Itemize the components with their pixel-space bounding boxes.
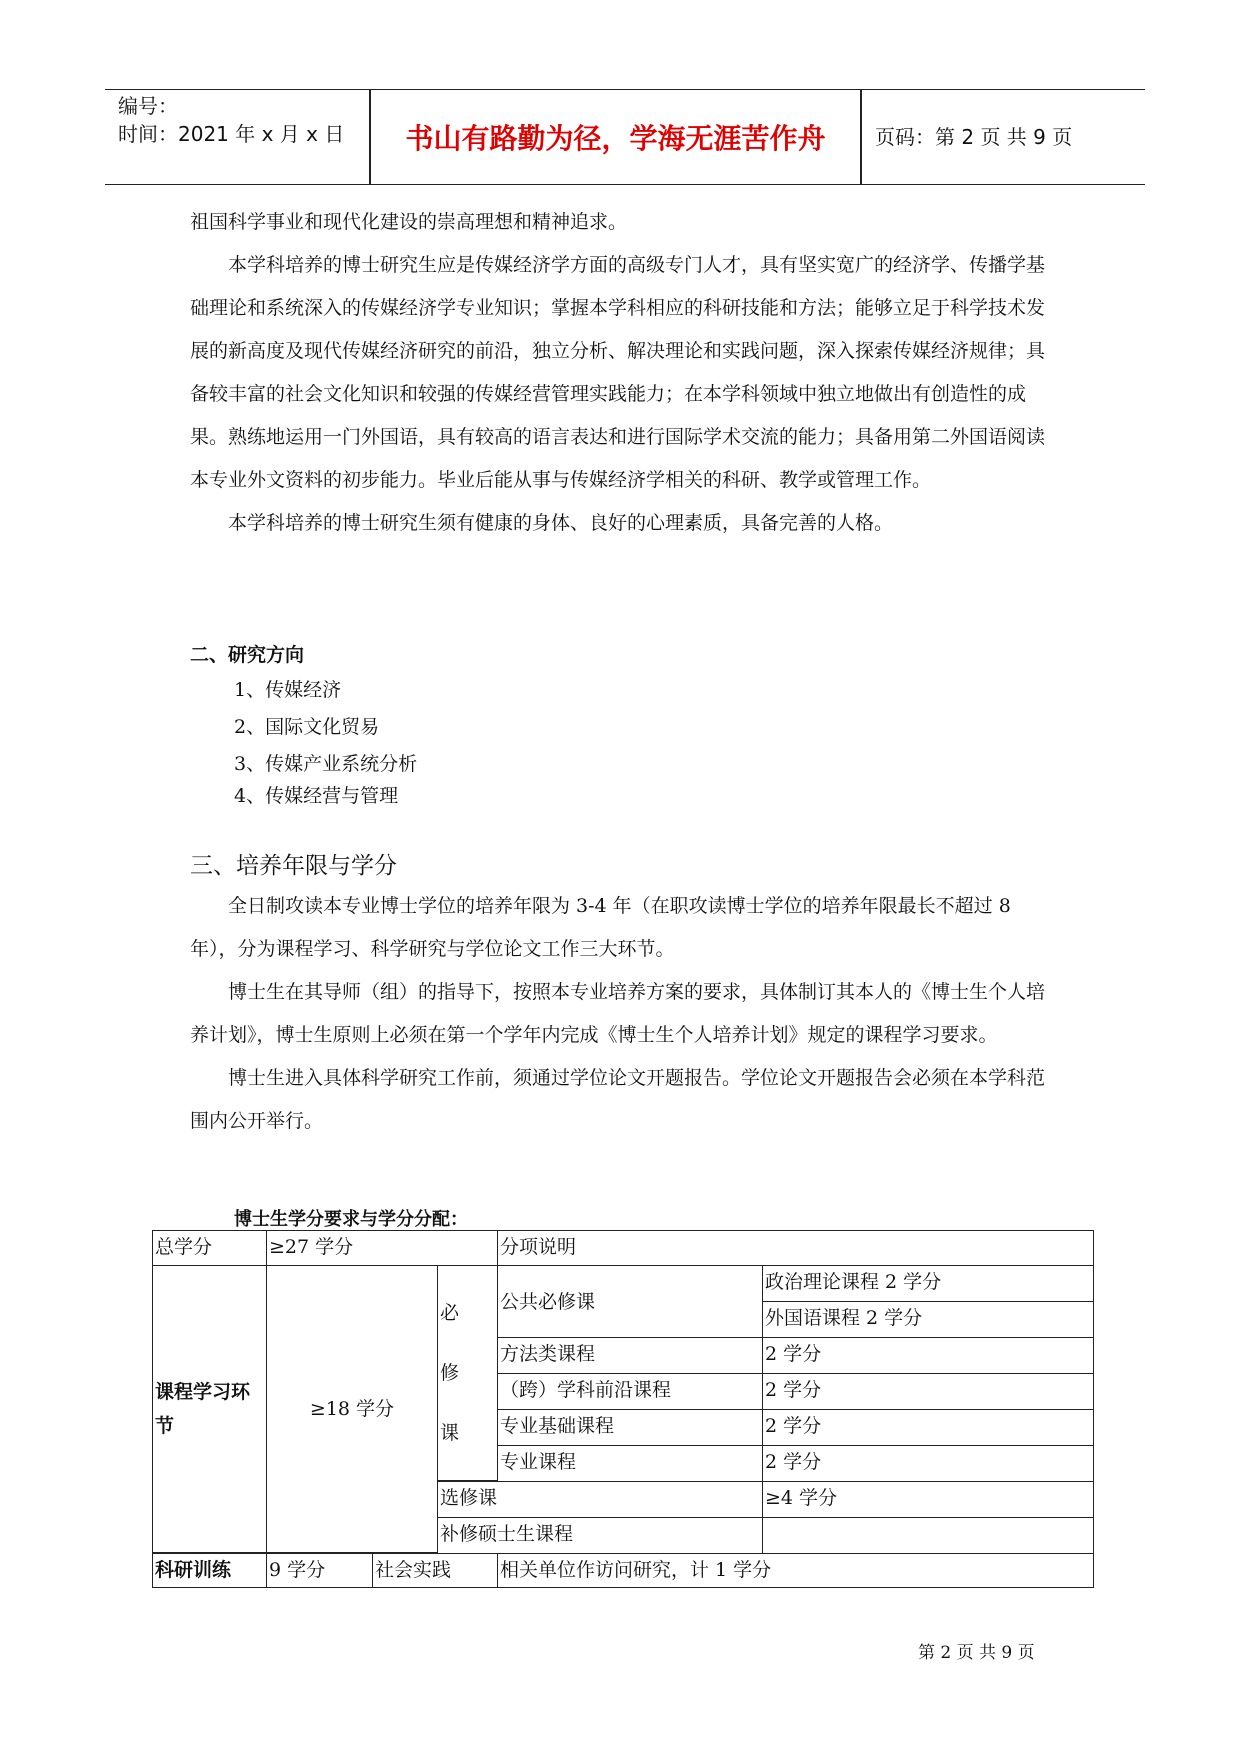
table-cell: 总学分 <box>152 1230 267 1266</box>
table-cell <box>437 1265 498 1481</box>
header-page-number: 页码：第 2 页 共 9 页 <box>875 125 1073 149</box>
header-meta <box>118 92 368 148</box>
credit-table <box>152 1230 1094 1588</box>
table-cell: 方法类课程 <box>497 1337 763 1374</box>
paragraph: 博士生进入具体科学研究工作前，须通过学位论文开题报告。学位论文开题报告会必须在本学科范围内公开举行。 <box>190 1067 1046 1132</box>
table-title: 博士生学分要求与学分分配： <box>234 1209 468 1230</box>
header-number: 编号： <box>118 94 178 118</box>
paragraph: 本学科培养的博士研究生应是传媒经济学方面的高级专门人才，具有坚实宽广的经济学、传播学基础理论和系统深入的传媒经济学专业知识；掌握本学科相应的科研技能和方法；能够立足于科学技术发展的新高度及现代传媒经济研究的前沿，独立分析、解决理论和实践问题，深入探索传媒经济规律；具备较丰富的社会文化知识和较强的传媒经营管理实践能力；在本学科领域中独立地做出有创造性的成果。熟练地运用一门外国语，具有较高的语言表达和进行国际学术交流的能力；具备用第二外国语阅读本专业外文资料的初步能力。毕业后能从事与传媒经济学相关的科研、教学或管理工作。 <box>190 254 1046 491</box>
table-cell: 科研训练 <box>152 1553 267 1588</box>
paragraph: 本学科培养的博士研究生须有健康的身体、良好的心理素质，具备完善的人格。 <box>228 512 894 534</box>
table-cell: 外国语课程 2 学分 <box>762 1301 1094 1338</box>
paragraph: 全日制攻读本专业博士学位的培养年限为 3-4 年（在职攻读博士学位的培养年限最长不超过 8 年），分为课程学习、科学研究与学位论文工作三大环节。 <box>190 895 1011 960</box>
research-direction-item: 3、传媒产业系统分析 <box>234 753 418 775</box>
table-cell: 选修课 <box>437 1481 763 1518</box>
table-cell: 2 学分 <box>762 1409 1094 1446</box>
table-cell: ≥18 学分 <box>266 1265 438 1553</box>
table-cell: 公共必修课 <box>497 1265 763 1338</box>
body-text <box>190 885 1060 1143</box>
table-cell: 9 学分 <box>266 1553 373 1588</box>
page-header <box>105 89 1145 185</box>
body-text <box>190 201 1060 545</box>
table-cell: 分项说明 <box>497 1230 1094 1266</box>
section-heading: 二、研究方向 <box>190 644 305 666</box>
page-footer: 第 2 页 共 9 页 <box>918 1643 1035 1663</box>
table-cell: 专业基础课程 <box>497 1409 763 1446</box>
header-motto: 书山有路勤为径，学海无涯苦作舟 <box>405 122 826 155</box>
header-time: 时间：2021 年 x 月 x 日 <box>118 122 345 146</box>
table-cell: ≥27 学分 <box>266 1230 498 1266</box>
required-label: 必修课 <box>440 1302 460 1444</box>
table-cell: 补修硕士生课程 <box>437 1517 763 1554</box>
table-cell: 2 学分 <box>762 1373 1094 1410</box>
table-cell: 2 学分 <box>762 1337 1094 1374</box>
paragraph: 祖国科学事业和现代化建设的崇高理想和精神追求。 <box>190 211 628 233</box>
research-direction-item: 4、传媒经营与管理 <box>234 785 399 807</box>
table-cell: 政治理论课程 2 学分 <box>762 1265 1094 1302</box>
course-stage-label: 课程学习环节 <box>155 1381 251 1437</box>
table-cell <box>152 1265 267 1553</box>
table-cell: 2 学分 <box>762 1445 1094 1482</box>
table-cell: 社会实践 <box>372 1553 498 1588</box>
research-direction-item: 1、传媒经济 <box>234 679 342 701</box>
header-divider <box>860 90 862 184</box>
table-cell: （跨）学科前沿课程 <box>497 1373 763 1410</box>
research-direction-item: 2、国际文化贸易 <box>234 716 380 738</box>
table-cell <box>762 1517 1094 1554</box>
table-cell: ≥4 学分 <box>762 1481 1094 1518</box>
table-cell: 相关单位作访问研究，计 1 学分 <box>497 1553 1094 1588</box>
section-heading: 三、培养年限与学分 <box>190 853 397 879</box>
table-cell: 专业课程 <box>497 1445 763 1482</box>
paragraph: 博士生在其导师（组）的指导下，按照本专业培养方案的要求，具体制订其本人的《博士生个人培养计划》，博士生原则上必须在第一个学年内完成《博士生个人培养计划》规定的课程学习要求。 <box>190 981 1046 1046</box>
